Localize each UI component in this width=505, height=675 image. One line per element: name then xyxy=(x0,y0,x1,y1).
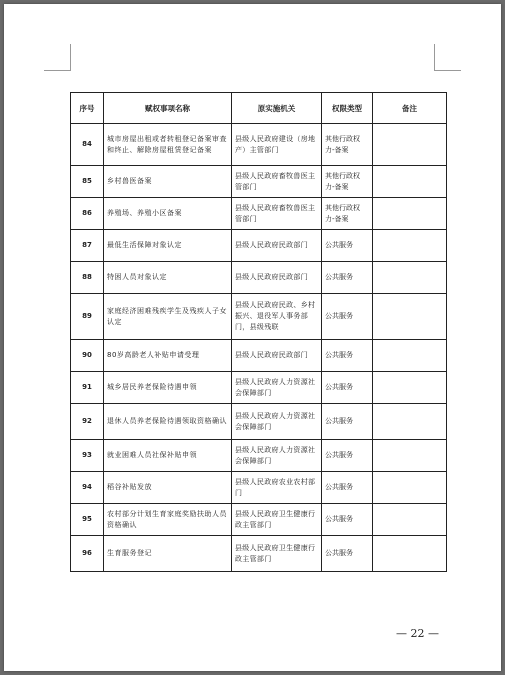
power-type: 公共服务 xyxy=(322,372,373,404)
power-type: 其他行政权力-备案 xyxy=(322,166,373,198)
power-type: 公共服务 xyxy=(322,472,373,504)
table-row xyxy=(71,404,447,440)
table-row xyxy=(71,230,447,262)
remarks xyxy=(373,294,447,340)
table-row xyxy=(71,536,447,572)
matter-name: 家庭经济困难残疾学生及残疾人子女认定 xyxy=(104,294,232,340)
matter-name: 80岁高龄老人补贴申请受理 xyxy=(104,340,232,372)
original-authority: 县级人民政府民政部门 xyxy=(232,230,322,262)
matter-name: 乡村兽医备案 xyxy=(104,166,232,198)
row-number: 92 xyxy=(71,404,104,440)
original-authority: 县级人民政府卫生健康行政主管部门 xyxy=(232,536,322,572)
crop-mark-top-left xyxy=(44,44,71,71)
matter-name: 农村部分计划生育家庭奖励扶助人员资格确认 xyxy=(104,504,232,536)
matter-name: 就业困难人员社保补贴申领 xyxy=(104,440,232,472)
row-number: 86 xyxy=(71,198,104,230)
header-remarks: 备注 xyxy=(373,93,447,124)
matters-table xyxy=(70,92,447,572)
original-authority: 县级人民政府人力资源社会保障部门 xyxy=(232,372,322,404)
row-number: 90 xyxy=(71,340,104,372)
row-number: 87 xyxy=(71,230,104,262)
table-row xyxy=(71,340,447,372)
original-authority: 县级人民政府畜牧兽医主管部门 xyxy=(232,198,322,230)
original-authority: 县级人民政府人力资源社会保障部门 xyxy=(232,404,322,440)
remarks xyxy=(373,504,447,536)
row-number: 94 xyxy=(71,472,104,504)
remarks xyxy=(373,404,447,440)
original-authority: 县级人民政府民政、乡村振兴、退役军人事务部门，县级残联 xyxy=(232,294,322,340)
remarks xyxy=(373,340,447,372)
remarks xyxy=(373,262,447,294)
remarks xyxy=(373,124,447,166)
matter-name: 养殖场、养殖小区备案 xyxy=(104,198,232,230)
matter-name: 特困人员对象认定 xyxy=(104,262,232,294)
power-type: 其他行政权力-备案 xyxy=(322,198,373,230)
remarks xyxy=(373,372,447,404)
row-number: 85 xyxy=(71,166,104,198)
matter-name: 最低生活保障对象认定 xyxy=(104,230,232,262)
power-type: 公共服务 xyxy=(322,230,373,262)
original-authority: 县级人民政府建设（房地产）主管部门 xyxy=(232,124,322,166)
power-type: 公共服务 xyxy=(322,440,373,472)
row-number: 84 xyxy=(71,124,104,166)
matter-name: 城乡居民养老保险待遇申领 xyxy=(104,372,232,404)
header-number: 序号 xyxy=(71,93,104,124)
table-row xyxy=(71,372,447,404)
row-number: 91 xyxy=(71,372,104,404)
table-row xyxy=(71,198,447,230)
original-authority: 县级人民政府人力资源社会保障部门 xyxy=(232,440,322,472)
table-row xyxy=(71,262,447,294)
table-row xyxy=(71,166,447,198)
original-authority: 县级人民政府民政部门 xyxy=(232,340,322,372)
page-number: — 22 — xyxy=(396,627,439,640)
header-power-type: 权限类型 xyxy=(322,93,373,124)
header-matter-name: 赋权事项名称 xyxy=(104,93,232,124)
header-original-authority: 原实施机关 xyxy=(232,93,322,124)
power-type: 公共服务 xyxy=(322,294,373,340)
table-row xyxy=(71,440,447,472)
remarks xyxy=(373,166,447,198)
matter-name: 生育服务登记 xyxy=(104,536,232,572)
original-authority: 县级人民政府畜牧兽医主管部门 xyxy=(232,166,322,198)
remarks xyxy=(373,440,447,472)
power-type: 公共服务 xyxy=(322,504,373,536)
remarks xyxy=(373,472,447,504)
remarks xyxy=(373,230,447,262)
original-authority: 县级人民政府农业农村部门 xyxy=(232,472,322,504)
row-number: 95 xyxy=(71,504,104,536)
original-authority: 县级人民政府卫生健康行政主管部门 xyxy=(232,504,322,536)
document-page xyxy=(4,4,501,671)
crop-mark-top-right xyxy=(434,44,461,71)
matter-name: 退休人员养老保险待遇领取资格确认 xyxy=(104,404,232,440)
remarks xyxy=(373,536,447,572)
table-header-row xyxy=(71,93,447,124)
table-row xyxy=(71,472,447,504)
row-number: 89 xyxy=(71,294,104,340)
table-row xyxy=(71,124,447,166)
power-type: 公共服务 xyxy=(322,536,373,572)
table-row xyxy=(71,294,447,340)
power-type: 公共服务 xyxy=(322,340,373,372)
original-authority: 县级人民政府民政部门 xyxy=(232,262,322,294)
matter-name: 城市房屋出租或者转租登记备案审查和终止、解除房屋租赁登记备案 xyxy=(104,124,232,166)
row-number: 96 xyxy=(71,536,104,572)
power-type: 公共服务 xyxy=(322,262,373,294)
matter-name: 稻谷补贴发放 xyxy=(104,472,232,504)
remarks xyxy=(373,198,447,230)
power-type: 其他行政权力-备案 xyxy=(322,124,373,166)
row-number: 88 xyxy=(71,262,104,294)
row-number: 93 xyxy=(71,440,104,472)
table-row xyxy=(71,504,447,536)
power-type: 公共服务 xyxy=(322,404,373,440)
